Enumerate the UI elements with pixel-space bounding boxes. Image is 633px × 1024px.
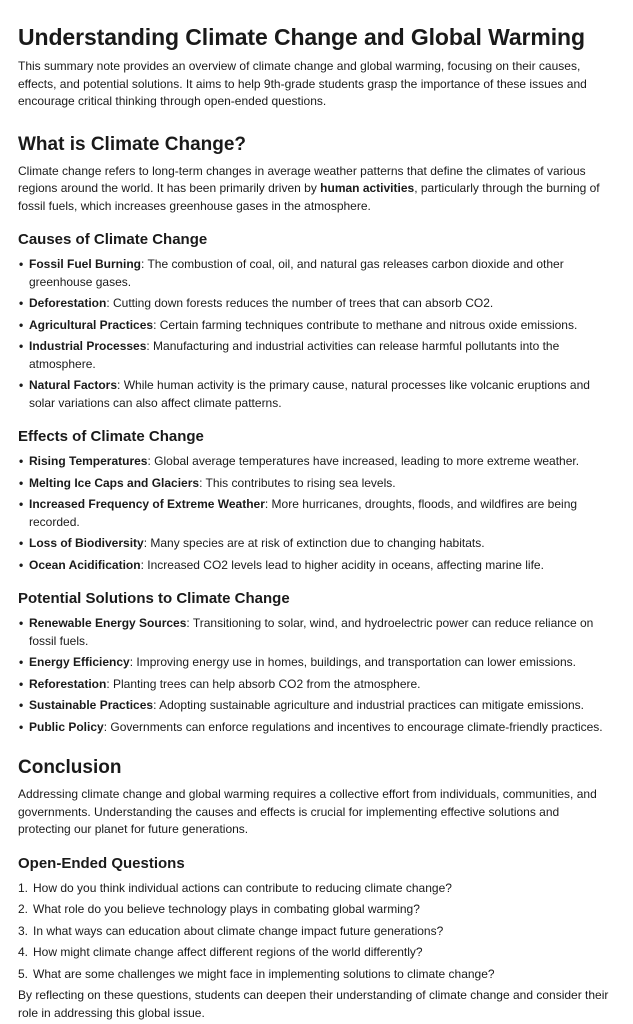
list-item-term: Melting Ice Caps and Glaciers [29,475,200,490]
question-item [18,901,615,919]
list-item-desc: : More hurricanes, droughts, floods, and wildfires are being recorded. [29,497,578,529]
list-item [18,475,615,493]
list-item-desc: : Many species are at risk of extinction due to changing habitats. [143,536,485,550]
what-is-paragraph [18,163,615,216]
section-heading-what-is: What is Climate Change? [18,133,247,155]
list-item-term: Loss of Biodiversity [29,536,144,550]
list-item-term: Sustainable Practices [29,698,154,712]
list-item-desc: : Adopting sustainable agriculture and industrial practices can mitigate emissions. [153,698,584,712]
section-heading-questions: Open-Ended Questions [18,854,185,872]
list-item-term: Energy Efficiency [29,655,130,669]
list-item-desc: : Manufacturing and industrial activities can release harmful pollutants into the atmosphere. [29,339,560,371]
what-is-bold-term: human activities [320,181,415,195]
list-item-term: Agricultural Practices [29,317,154,332]
question-number: 3. [18,923,29,938]
section-heading-solutions: Potential Solutions to Climate Change [18,590,290,607]
list-item-desc: : Cutting down forests reduces the number of trees that can absorb CO2. [106,296,494,310]
list-item [18,453,615,471]
list-item-desc: : Certain farming techniques contribute to methane and nitrous oxide emissions. [153,317,578,332]
list-item-term: Rising Temperatures [29,454,148,468]
page-title: Understanding Climate Change and Global Warming [18,24,585,50]
list-item [18,295,615,313]
list-item-desc: : The combustion of coal, oil, and natural gas releases carbon dioxide and other greenhouse gases. [29,257,564,289]
question-text: In what ways can education about climate change impact future generations? [33,923,444,938]
list-item [18,496,615,531]
list-item [18,317,615,335]
what-is-text-after: , particularly through the burning of fossil fuels, which increases greenhouse gases in the atmosphere. [18,181,600,213]
list-item-term: Fossil Fuel Burning [29,257,142,271]
list-item [18,338,615,373]
list-item-term: Ocean Acidification [29,557,141,572]
question-item [18,880,615,898]
list-item-desc: : Increased CO2 levels lead to higher acidity in oceans, affecting marine life. [140,557,544,572]
list-item-desc: : Improving energy use in homes, buildings, and transportation can lower emissions. [129,655,576,669]
causes-list [18,256,615,412]
question-item [18,966,615,984]
list-item-desc: : Planting trees can help absorb CO2 from the atmosphere. [106,676,421,691]
list-item [18,256,615,291]
list-item-term: Public Policy [29,719,104,734]
list-item-term: Industrial Processes [29,339,147,353]
list-item-desc: : While human activity is the primary cause, natural processes like volcanic eruptions and solar variations can also affect climate patterns. [29,378,590,410]
solutions-list [18,615,615,736]
list-item-desc: : Transitioning to solar, wind, and hydroelectric power can reduce reliance on fossil fuels. [29,616,594,648]
question-text: What are some challenges we might face in implementing solutions to climate change? [33,966,495,981]
list-item [18,557,615,575]
question-text: How might climate change affect different regions of the world differently? [33,945,423,959]
question-text: How do you think individual actions can contribute to reducing climate change? [33,880,452,895]
question-number: 1. [18,880,29,895]
question-number: 5. [18,966,29,981]
question-item [18,944,615,962]
question-item [18,923,615,941]
what-is-text-before: Climate change refers to long-term changes in average weather patterns that define the climates of various regions around the world. It has been primarily driven by [18,163,586,195]
list-item-term: Deforestation [29,296,107,310]
list-item [18,676,615,694]
closing-paragraph: By reflecting on these questions, students can deepen their understanding of climate change and consider their role in addressing this global issue. [18,988,609,1020]
intro-paragraph: This summary note provides an overview of climate change and global warming, focusing on their causes, effects, and potential solutions. It aims to help 9th-grade students grasp the importance of these issues and encourage critical thinking through open-ended questions. [18,59,587,108]
list-item [18,615,615,650]
list-item-term: Renewable Energy Sources [29,616,187,630]
list-item [18,377,615,412]
questions-list [18,880,615,984]
list-item-term: Reforestation [29,676,107,691]
question-number: 2. [18,902,29,916]
effects-list [18,453,615,574]
section-heading-effects: Effects of Climate Change [18,428,204,445]
list-item-term: Natural Factors [29,378,118,392]
list-item-desc: : Global average temperatures have increased, leading to more extreme weather. [147,454,580,468]
question-text: What role do you believe technology plays in combating global warming? [33,902,420,916]
list-item-desc: : Governments can enforce regulations and incentives to encourage climate-friendly practices. [103,719,603,734]
list-item-desc: : This contributes to rising sea levels. [199,475,396,490]
conclusion-paragraph: Addressing climate change and global warming requires a collective effort from individuals, communities, and governments. Understanding the causes and effects is crucial for implementing effective solutions and protecting our planet for future generations. [18,787,597,836]
list-item-term: Increased Frequency of Extreme Weather [29,497,265,511]
section-heading-conclusion: Conclusion [18,757,122,778]
list-item [18,654,615,672]
list-item [18,535,615,553]
list-item [18,719,615,737]
section-heading-causes: Causes of Climate Change [18,231,208,248]
question-number: 4. [18,945,29,959]
list-item [18,697,615,715]
